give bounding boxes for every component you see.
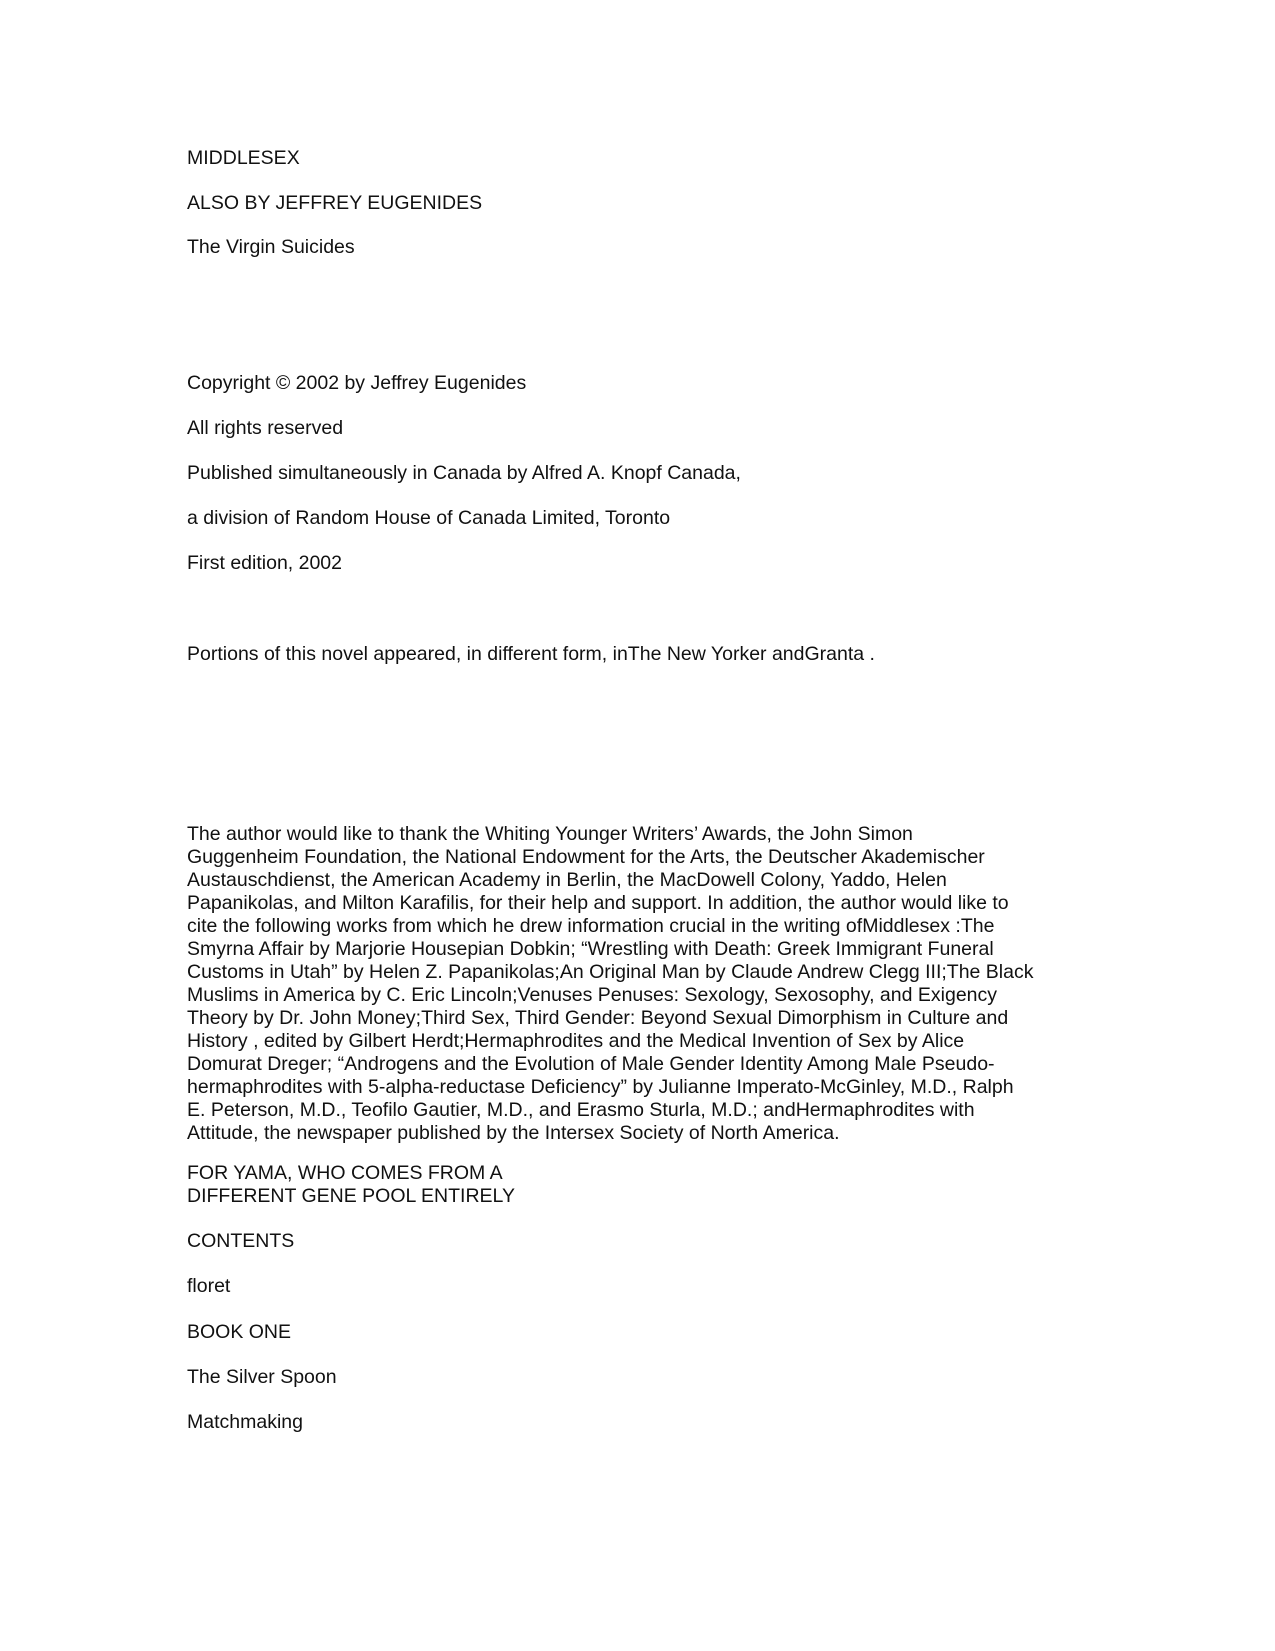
rights-reserved: All rights reserved [187,417,344,439]
contents-heading: CONTENTS [187,1230,295,1252]
publisher-division: a division of Random House of Canada Limited, Toronto [187,507,671,529]
contents-item-silver-spoon: The Silver Spoon [187,1366,337,1388]
dedication-line-2: DIFFERENT GENE POOL ENTIRELY [187,1185,515,1207]
dedication-line-1: FOR YAMA, WHO COMES FROM A [187,1162,503,1184]
acknowledgments-paragraph: The author would like to thank the Whiting Younger Writers’ Awards, the John Simon Guggenheim Foundation, the National Endowment for the Arts, the Deutscher Akademischer Austauschdienst, the American Academy in Berlin, the MacDowell Colony, Yaddo, Helen Papanikolas, and Milton Karafilis, for their help and support. In addition, the author would like to cite the following works from which he drew information crucial in the writing ofMiddlesex :The Smyrna Affair by Marjorie Housepian Dobkin; “Wrestling with Death: Greek Immigrant Funeral Customs in Utah” by Helen Z. Papanikolas;An Original Man by Claude Andrew Clegg III;The Black Muslims in America by C. Eric Lincoln;Venuses Penuses: Sexology, Sexosophy, and Exigency Theory by Dr. John Money;Third Sex, Third Gender: Beyond Sexual Dimorphism in Culture and History , edited by Gilbert Herdt;Hermaphrodites and the Medical Invention of Sex by Alice Domurat Dreger; “Androgens and the Evolution of Male Gender Identity Among Male Pseudo- hermaphrodites with 5-alpha-reductase Deficiency” by Julianne Imperato-McGinley, M.D., Ralph E. Peterson, M.D., Teofilo Gautier, M.D., and Erasmo Sturla, M.D.; andHermaphrodites with Attitude, the newspaper published by the Intersex Society of North America. [187,823,1034,1144]
edition-line: First edition, 2002 [187,552,343,574]
portions-note: Portions of this novel appeared, in different form, inThe New Yorker andGranta . [187,643,875,665]
publisher-line: Published simultaneously in Canada by Alfred A. Knopf Canada, [187,462,741,484]
also-by-book: The Virgin Suicides [187,236,355,258]
book-title: MIDDLESEX [187,147,300,169]
contents-item-book-one: BOOK ONE [187,1321,292,1343]
also-by-heading: ALSO BY JEFFREY EUGENIDES [187,192,483,214]
dedication [187,1162,515,1208]
copyright-notice: Copyright © 2002 by Jeffrey Eugenides [187,372,527,394]
contents-item-matchmaking: Matchmaking [187,1411,303,1433]
contents-item-floret: floret [187,1275,231,1297]
